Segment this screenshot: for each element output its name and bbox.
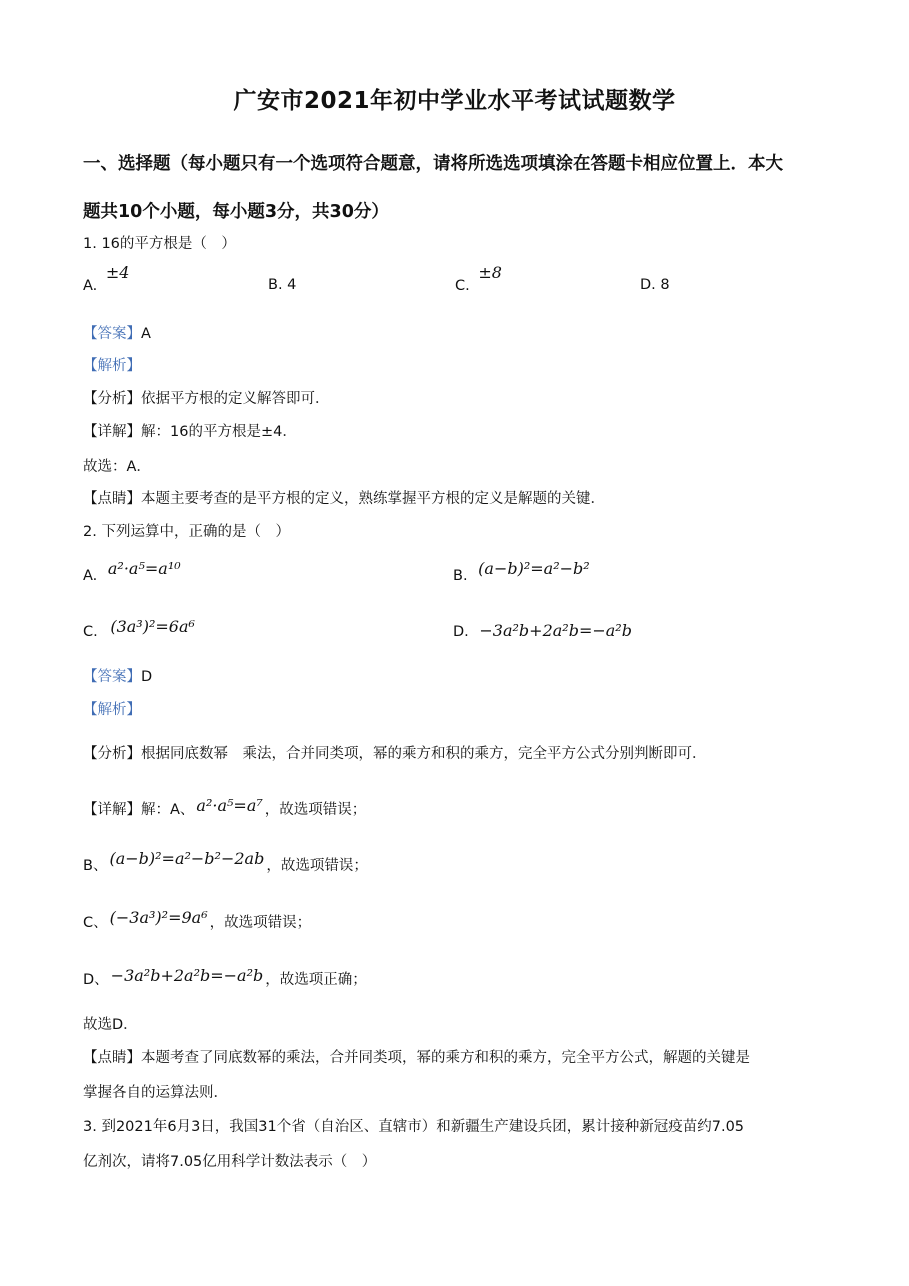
fenxi-text: 根据同底数幂 乘法，合并同类项，幂的乘方和积的乘方，完全平方公式分别判断即可． [141,746,707,762]
option-content: 8 [660,277,670,293]
step-a-formula: a²·a⁵=a⁷ [196,796,263,815]
option-content: (3a³)²=6a⁶ [110,617,195,636]
q2-step-c [83,908,312,932]
fenxi-tag: 【分析】 [83,746,141,762]
step-c-formula: (−3a³)²=9a⁶ [109,908,208,927]
dianjing-text: 本题考查了同底数幂的乘法，合并同类项，幂的乘方和积的乘方，完全平方公式，解题的关键是 [141,1050,750,1066]
fenxi-tag: 【分析】 [83,391,141,407]
section-header-line2: 题共10个小题，每小题3分，共30分） [83,202,389,222]
option-label: D. [640,277,656,293]
option-content: a²·a⁵=a¹⁰ [107,559,181,578]
option-label: A. [83,278,98,294]
q1-choose: 故选：A． [83,459,151,475]
q1-dianjing [83,487,605,508]
page-title: 广安市2021年初中学业水平考试试题数学 [233,88,676,114]
step-c-verdict: ，故选项错误； [209,915,312,931]
step-a-verdict: ，故选项错误； [264,802,367,818]
q2-dianjing-line1 [83,1046,750,1067]
dianjing-tag: 【点睛】 [83,1050,141,1066]
q2-option-a [83,559,181,584]
option-label: A. [83,568,98,584]
q2-step-d [83,968,367,989]
question-2-stem: 2. 下列运算中，正确的是（ ） [83,524,290,540]
xiangjie-tag: 【详解】 [83,424,141,440]
q2-analysis-tag: 【解析】 [83,702,141,718]
xiangjie-prefix: 解：A、 [141,802,195,818]
q1-analysis-tag: 【解析】 [83,358,141,374]
answer-tag: 【答案】 [83,326,141,342]
q1-option-b [268,277,296,293]
option-label: D. [453,624,469,640]
question-3-stem-line1: 3. 到2021年6月3日，我国31个省（自治区、直辖市）和新疆生产建设兵团，累计接种新冠疫苗约7.05 [83,1119,745,1135]
q2-answer [83,665,152,686]
q1-option-c [455,263,502,294]
step-b-formula: (a−b)²=a²−b²−2ab [109,849,265,868]
step-d-verdict: ，故选项正确； [265,972,367,988]
step-d-label: D、 [83,972,109,988]
step-b-verdict: ，故选项错误； [266,858,368,874]
q2-dianjing-line2: 掌握各自的运算法则． [83,1085,228,1101]
q1-xiangjie [83,420,297,441]
option-label: C. [83,624,98,640]
section-header-line1: 一、选择题（每小题只有一个选项符合题意，请将所选选项填涂在答题卡相应位置上．本大 [83,154,783,174]
q2-step-a [83,798,366,819]
q2-option-c [83,617,195,640]
dianjing-tag: 【点睛】 [83,491,141,507]
option-label: B. [268,277,283,293]
option-content: 4 [287,277,297,293]
option-content: ±8 [478,263,502,282]
answer-value: D [141,669,153,685]
q2-option-b [453,559,590,584]
q1-option-d [640,277,670,293]
option-content: ±4 [105,263,130,282]
q1-fenxi [83,387,330,408]
xiangjie-tag: 【详解】 [83,802,141,818]
step-c-label: C、 [83,915,108,931]
xiangjie-text: 解：16的平方根是±4． [141,424,297,440]
q2-option-d [453,621,632,640]
dianjing-text: 本题主要考查的是平方根的定义，熟练掌握平方根的定义是解题的关键． [141,491,605,507]
fenxi-text: 依据平方根的定义解答即可． [141,391,330,407]
q2-fenxi [83,742,707,763]
step-d-formula: −3a²b+2a²b=−a²b [110,966,264,985]
q2-choose: 故选D． [83,1017,138,1033]
question-1-stem: 1. 16的平方根是（ ） [83,236,236,252]
question-3-stem-line2: 亿剂次，请将7.05亿用科学计数法表示（ ） [83,1154,377,1170]
answer-value: A [141,326,151,342]
option-label: C. [455,278,470,294]
q2-step-b [83,849,368,875]
option-content: −3a²b+2a²b=−a²b [479,621,632,640]
q1-answer [83,322,151,343]
option-label: B. [453,568,468,584]
step-b-label: B、 [83,858,108,874]
option-content: (a−b)²=a²−b² [478,559,590,578]
q1-option-a [83,263,130,294]
answer-tag: 【答案】 [83,669,141,685]
